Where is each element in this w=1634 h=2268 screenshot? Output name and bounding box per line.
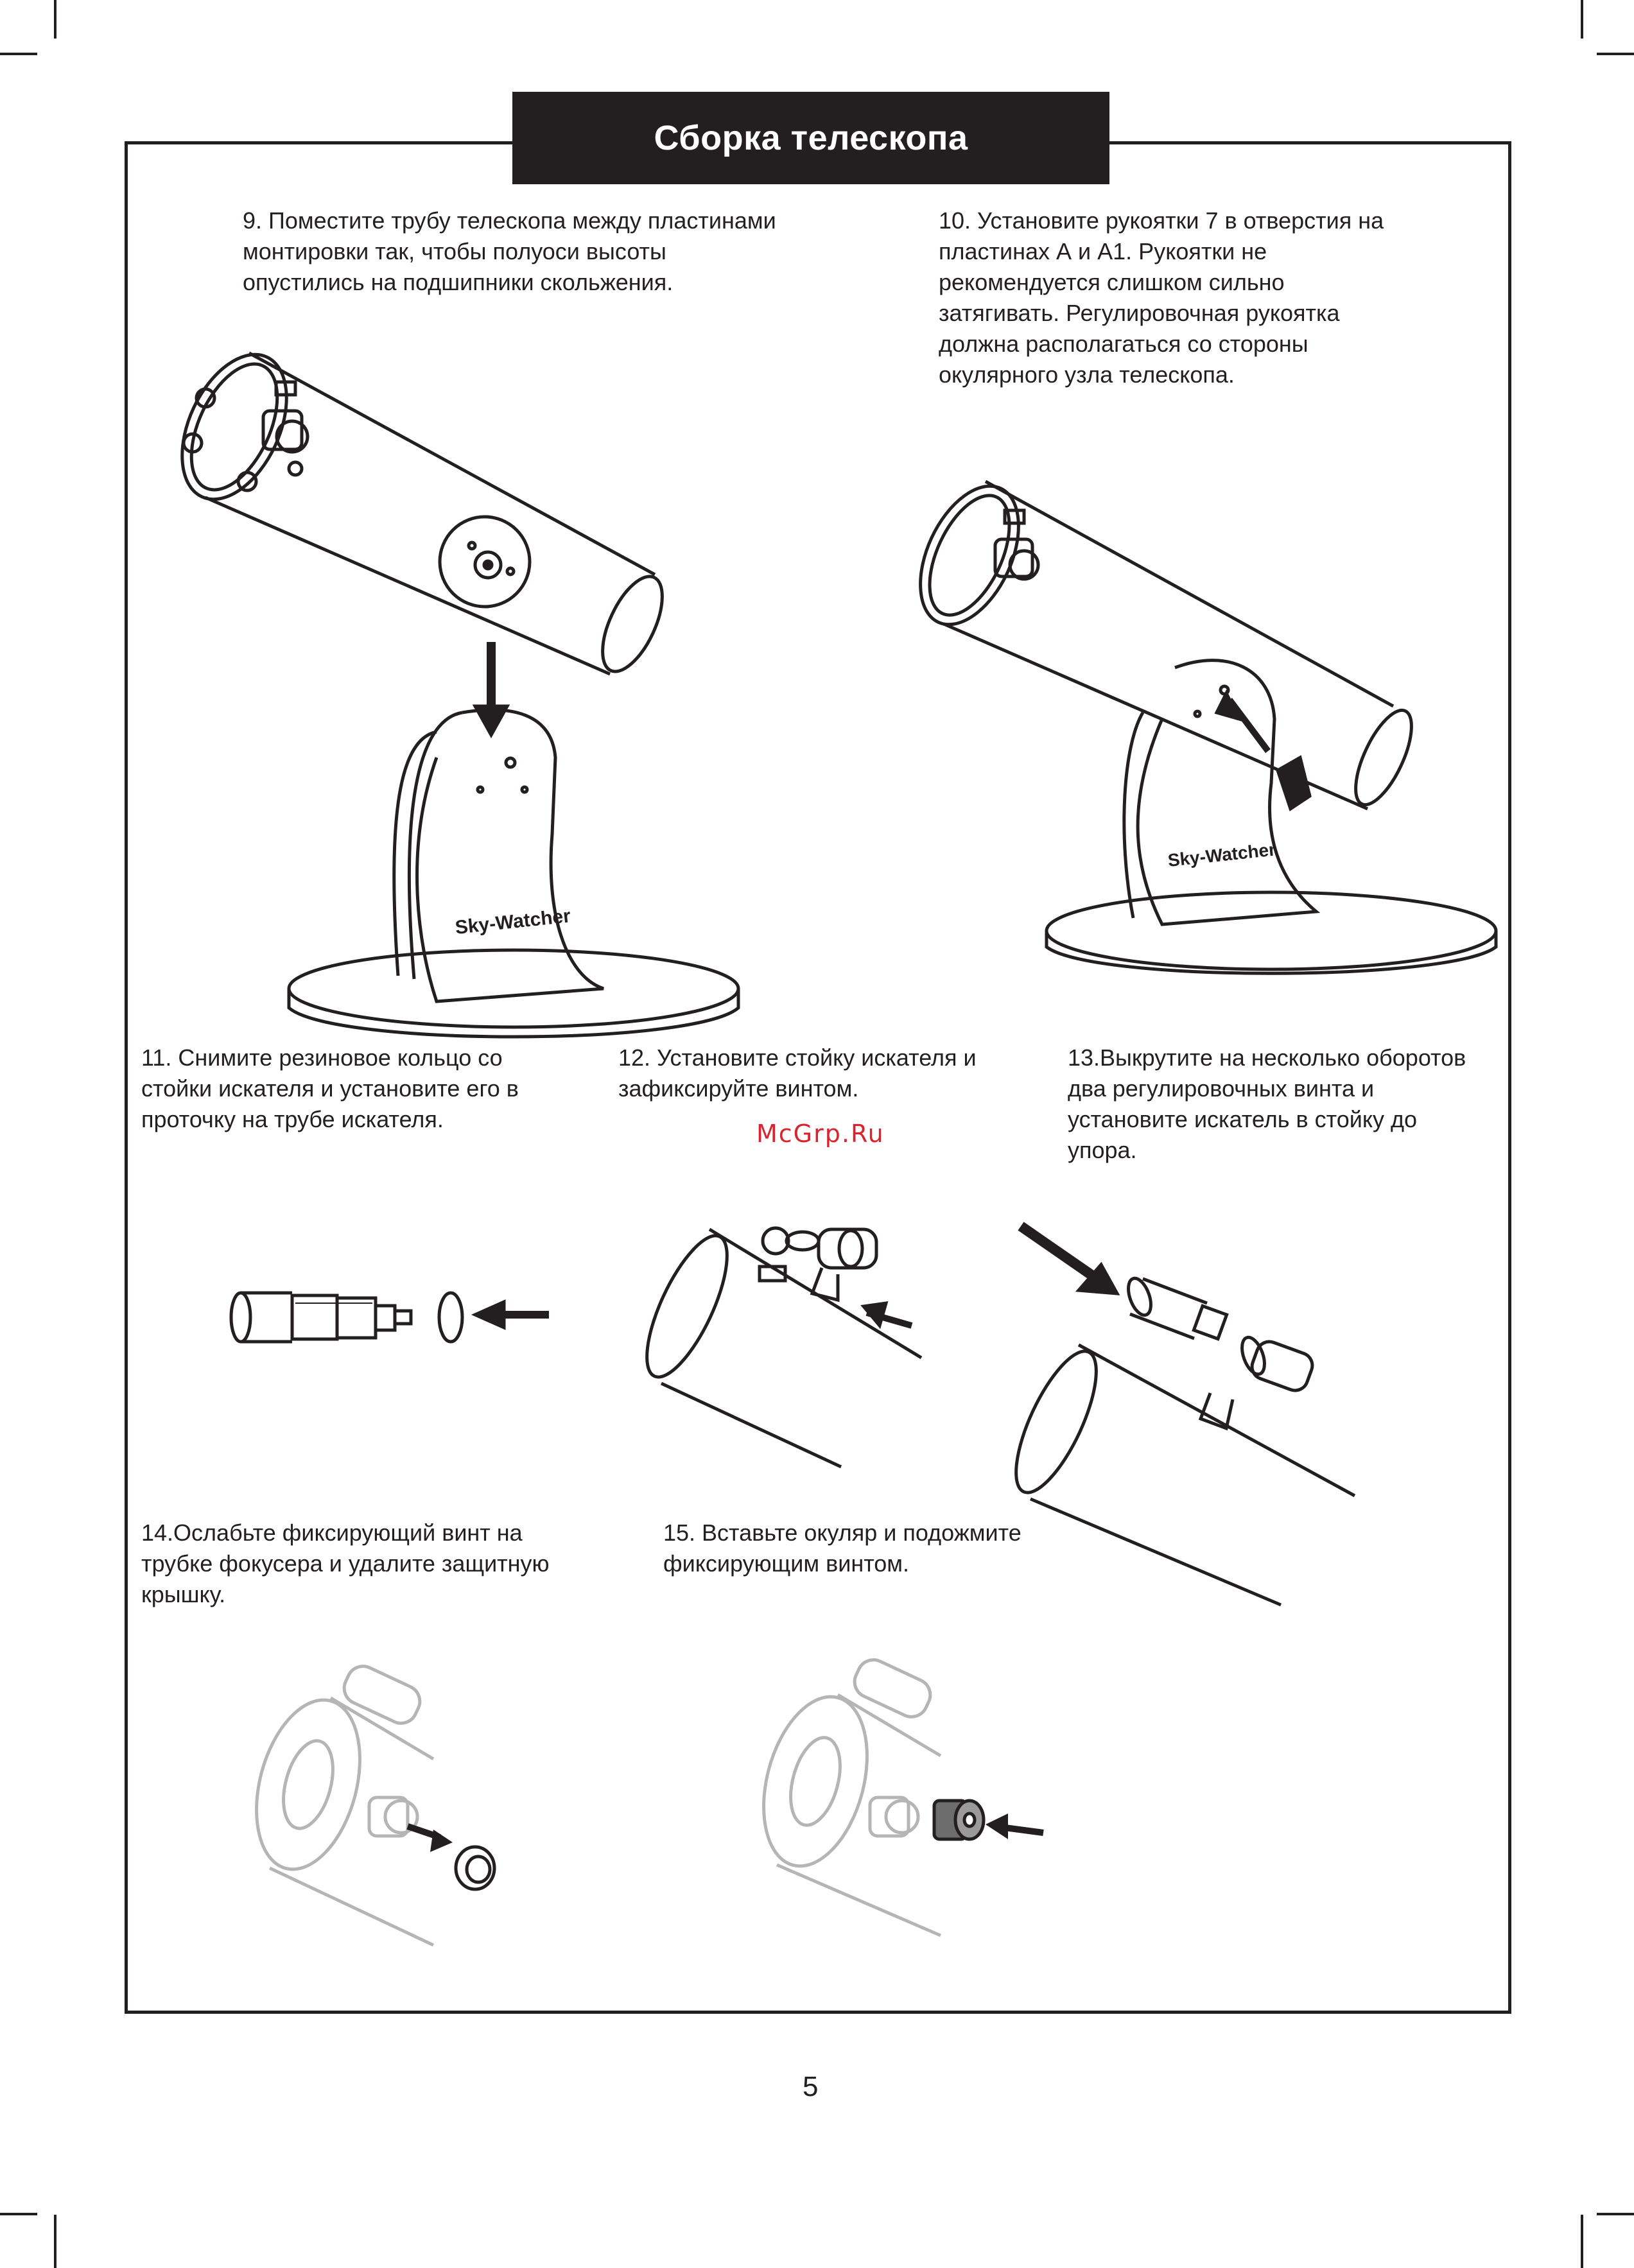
down-arrow-icon xyxy=(475,642,507,735)
rubber-ring xyxy=(439,1293,462,1342)
page-number: 5 xyxy=(803,2071,819,2102)
finder-bracket xyxy=(760,1228,876,1300)
step-13-text: 13.Выкрутите на несколько оборотов два регулировочных винта и установите искатель в стойку до упора. xyxy=(1068,1044,1466,1163)
altitude-bearing xyxy=(440,517,530,607)
step-15-illustration xyxy=(748,1643,1056,1939)
adjustment-knob xyxy=(1217,693,1310,809)
brand-label: Sky-Watcher xyxy=(454,905,572,939)
crop-mark xyxy=(1581,2215,1583,2268)
step-9-text: 9. Поместите трубу телескопа между пластинами монтировки так, чтобы полуоси высоты опустились на подшипники скольжения. xyxy=(243,207,776,295)
eyepiece xyxy=(934,1801,984,1839)
watermark: McGrp.Ru xyxy=(756,1120,885,1148)
crop-mark xyxy=(1581,0,1583,39)
dust-cap xyxy=(456,1847,494,1889)
left-arrow-icon xyxy=(475,1302,549,1328)
brand-label: Sky-Watcher xyxy=(1167,839,1277,870)
telescope-tube xyxy=(631,1225,921,1467)
step-10-illustration xyxy=(892,475,1438,976)
telescope-tube xyxy=(900,471,1423,812)
crop-mark xyxy=(1597,2213,1634,2215)
finder-scope xyxy=(231,1293,411,1342)
crop-mark xyxy=(0,53,37,55)
crop-mark xyxy=(54,2215,56,2268)
step-15-text: 15. Вставьте окуляр и подожмите фиксирующим винтом. xyxy=(663,1519,1021,1577)
crop-mark xyxy=(0,2213,37,2215)
step-11-illustration xyxy=(228,1277,562,1374)
focuser xyxy=(263,382,308,475)
left-arrow-icon xyxy=(986,1814,1043,1839)
step-10-text: 10. Установите рукоятки 7 в отверстия на пластинах А и А1. Рукоятки не рекомендуется слишком сильно затягивать. Регулировочная рукоятка должна располагаться со стороны окулярного узла телескопа. xyxy=(939,207,1384,388)
step-11-text: 11. Снимите резиновое кольцо со стойки искателя и установите его в проточку на трубе искателя. xyxy=(141,1044,519,1132)
step-13-illustration xyxy=(1014,1213,1348,1611)
telescope-tube xyxy=(1000,1341,1355,1605)
dobsonian-mount xyxy=(289,710,738,1037)
telescope-faded xyxy=(747,1654,941,1935)
telescope-tube xyxy=(161,338,675,680)
step-14-illustration xyxy=(241,1669,536,1952)
telescope-faded xyxy=(239,1661,433,1945)
pointer-arrow-icon xyxy=(864,1303,912,1326)
crop-mark xyxy=(54,0,56,39)
step-14-text: 14.Ослабьте фиксирующий винт на трубке фокусера и удалите защитную крышку. xyxy=(141,1519,550,1607)
insert-arrow-icon xyxy=(1021,1226,1117,1294)
page-header xyxy=(512,92,1109,184)
arrow-icon xyxy=(408,1826,453,1852)
finder-scope xyxy=(1124,1276,1316,1394)
dobsonian-mount xyxy=(1047,661,1496,974)
page-title: Сборка телескопа xyxy=(654,119,968,157)
step-9-illustration xyxy=(167,347,681,1040)
step-12-illustration xyxy=(645,1210,979,1480)
step-12-text: 12. Установите стойку искателя и зафиксируйте винтом. xyxy=(618,1044,977,1102)
crop-mark xyxy=(1597,53,1634,55)
